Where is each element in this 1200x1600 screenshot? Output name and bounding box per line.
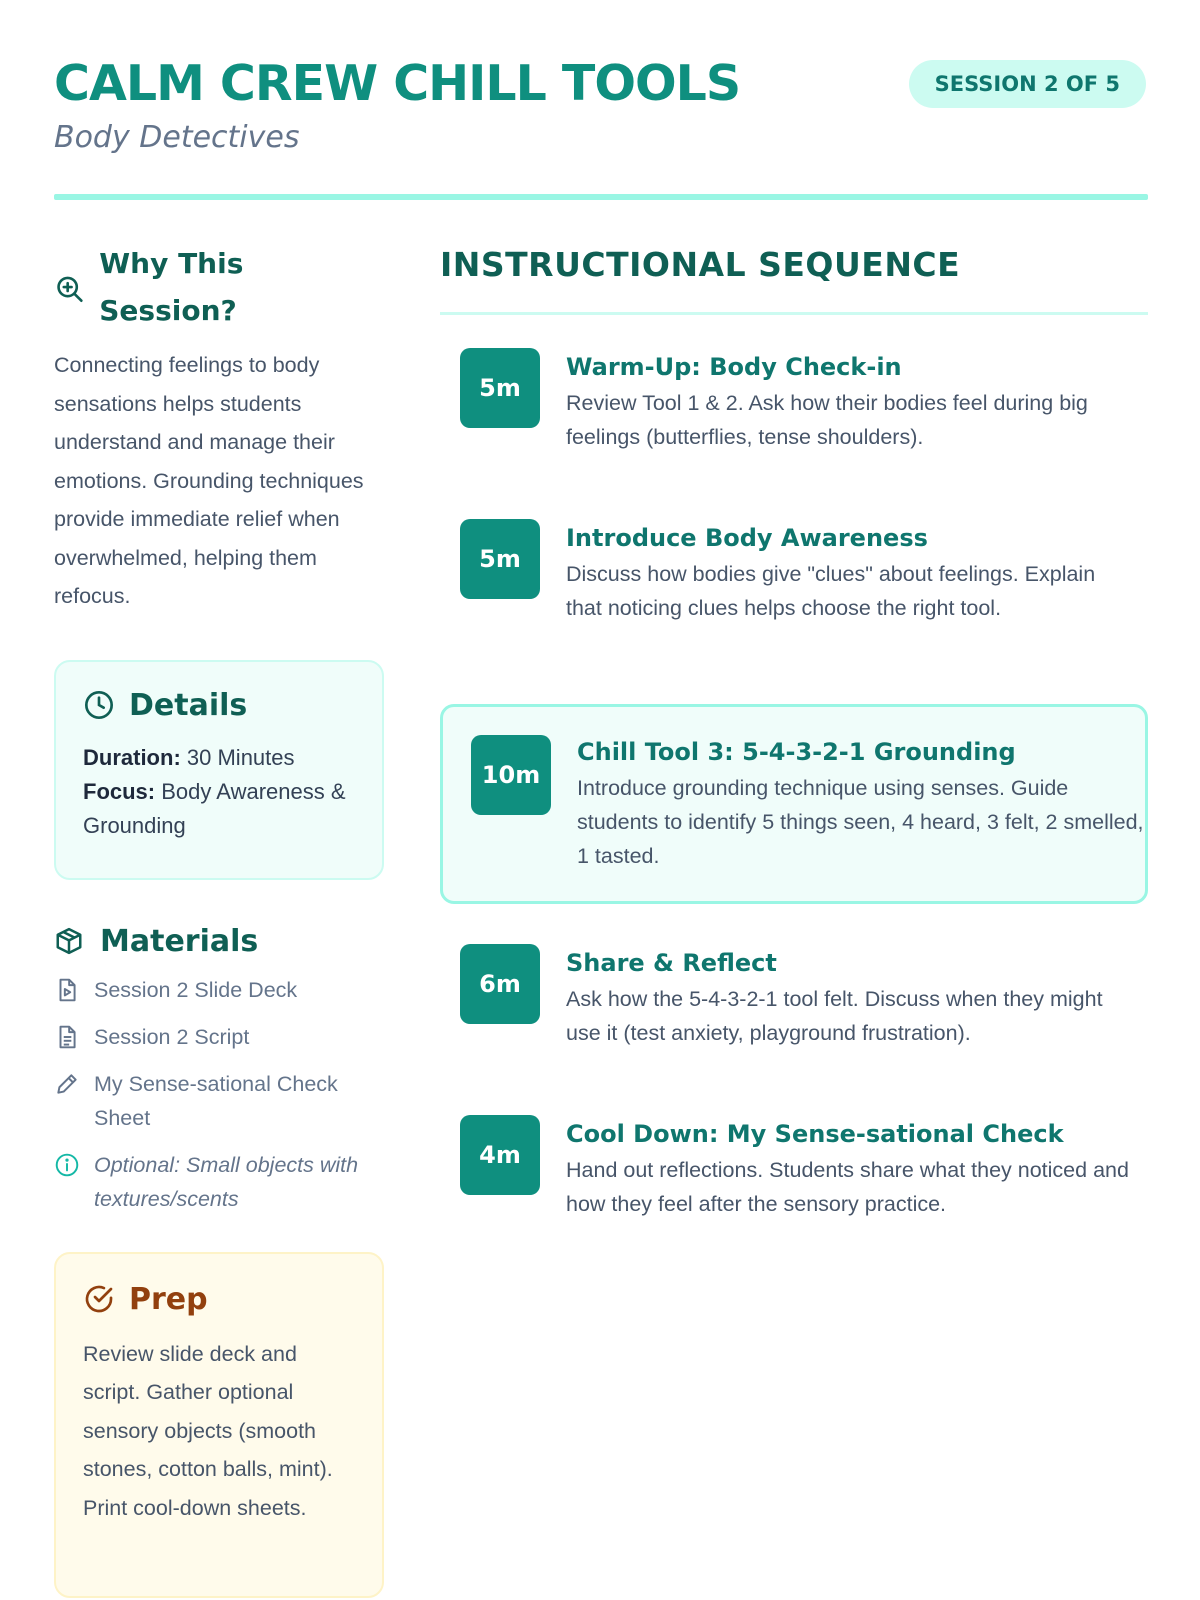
focus-value: Body Awareness & Grounding <box>83 778 346 838</box>
why-description: Connecting feelings to body sensations helps students understand and manage their emotions. Grounding techniques provide immediate relief when overwhelmed, helping them refocus. <box>54 353 364 608</box>
step-title: Introduce Body Awareness <box>566 524 928 552</box>
details-card <box>54 660 384 880</box>
prep-header <box>83 1282 356 1317</box>
step-title: Warm-Up: Body Check-in <box>566 353 902 381</box>
duration-badge: 6m <box>460 944 540 1024</box>
duration-badge: 4m <box>460 1115 540 1195</box>
page-title: CALM CREW CHILL TOOLS <box>54 55 741 112</box>
zoom-in-icon <box>54 273 85 305</box>
pencil-icon <box>54 1071 80 1097</box>
sequence-step-highlighted <box>440 704 1148 904</box>
duration-label: Duration: <box>83 744 181 770</box>
duration-value: 30 Minutes <box>186 744 295 770</box>
step-title: Cool Down: My Sense-sational Check <box>566 1120 1064 1148</box>
step-body <box>577 733 1147 873</box>
step-body <box>566 944 1136 1050</box>
page-subtitle: Body Detectives <box>54 120 300 155</box>
info-icon <box>54 1152 80 1178</box>
step-description: Ask how the 5-4-3-2-1 tool felt. Discuss when they might use it (test anxiety, playground frustration). <box>566 987 1103 1045</box>
details-duration <box>83 741 356 775</box>
material-label: My Sense-sational Check Sheet <box>94 1071 338 1130</box>
list-item <box>54 973 384 1007</box>
step-body <box>566 1115 1136 1221</box>
step-description: Discuss how bodies give "clues" about feelings. Explain that noticing clues helps choose the right tool. <box>566 562 1096 620</box>
check-circle-icon <box>83 1283 115 1315</box>
prep-card <box>54 1252 384 1598</box>
package-icon <box>54 926 84 956</box>
step-body <box>566 519 1136 625</box>
file-text-icon <box>54 1024 80 1050</box>
sequence-title: INSTRUCTIONAL SEQUENCE <box>440 245 961 284</box>
file-play-icon <box>54 977 80 1003</box>
why-title: Why This Session? <box>99 247 244 327</box>
details-header <box>83 688 356 723</box>
duration-badge: 5m <box>460 348 540 428</box>
details-focus <box>83 775 356 843</box>
duration-badge: 10m <box>471 735 551 815</box>
instructional-sequence <box>440 240 1148 1216</box>
materials-list <box>54 973 384 1216</box>
page-header <box>54 52 1148 155</box>
list-item <box>54 1067 384 1135</box>
focus-label: Focus: <box>83 778 156 804</box>
material-label: Optional: Small objects with textures/scents <box>94 1152 359 1211</box>
prep-description: Review slide deck and script. Gather optional sensory objects (smooth stones, cotton balls, mint). Print cool-down sheets. <box>83 1341 333 1520</box>
session-badge: SESSION 2 OF 5 <box>909 60 1146 108</box>
list-item <box>54 1148 384 1216</box>
clock-icon <box>83 689 115 721</box>
material-label: Session 2 Script <box>94 1024 250 1049</box>
list-item <box>54 1020 384 1054</box>
details-title: Details <box>129 687 248 723</box>
header-divider <box>54 194 1148 200</box>
materials-section <box>54 924 384 1216</box>
material-label: Session 2 Slide Deck <box>94 977 298 1002</box>
sequence-divider <box>440 312 1148 315</box>
step-description: Hand out reflections. Students share what they noticed and how they feel after the sensory practice. <box>566 1158 1129 1216</box>
materials-title: Materials <box>100 923 259 959</box>
step-description: Introduce grounding technique using senses. Guide students to identify 5 things seen, 4 heard, 3 felt, 2 smelled, 1 tasted. <box>577 776 1144 868</box>
step-description: Review Tool 1 & 2. Ask how their bodies feel during big feelings (butterflies, tense shoulders). <box>566 391 1088 449</box>
prep-title: Prep <box>129 1281 208 1317</box>
duration-badge: 5m <box>460 519 540 599</box>
step-title: Share & Reflect <box>566 949 777 977</box>
why-section-header <box>54 240 384 334</box>
sidebar <box>54 240 384 1598</box>
step-title: Chill Tool 3: 5-4-3-2-1 Grounding <box>577 738 1016 766</box>
step-body <box>566 348 1136 454</box>
materials-header <box>54 924 384 959</box>
